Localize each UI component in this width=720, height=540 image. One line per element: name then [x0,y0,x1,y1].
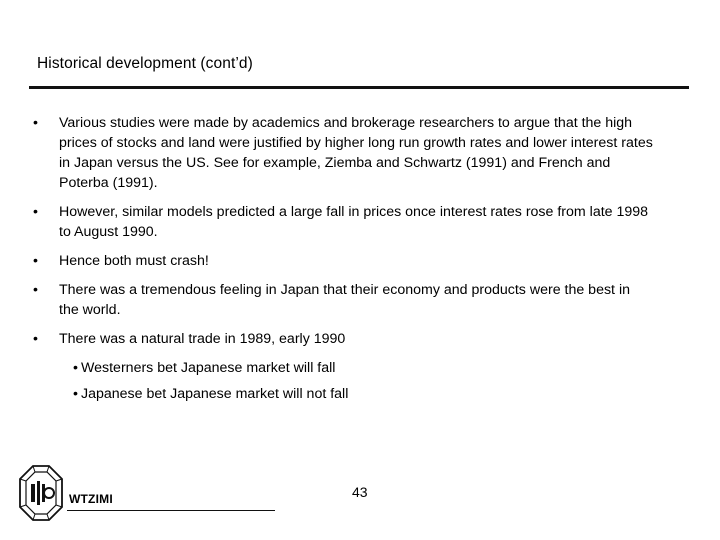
bullet-text: Hence both must crash! [59,253,209,269]
sub-bullet-list [33,358,653,404]
bullet-marker: • [33,204,38,220]
sub-bullet-marker: • [73,386,78,402]
bullet-marker: • [33,331,38,347]
bullet-text: Various studies were made by academics and brokerage researchers to argue that the high prices of stocks and land were justified by higher long run growth rates and lower interest rates in Japan versus the US. See for example, Ziemba and Schwartz (1991) and French and Poterba (1991). [59,115,653,191]
bullet-marker: • [33,282,38,298]
bullet-item [33,202,653,242]
bullet-item [33,251,653,271]
title-divider [29,86,689,89]
sub-bullet-item [33,384,653,404]
sub-bullet-marker: • [73,360,78,376]
page-number: 43 [352,484,368,500]
bullet-text: There was a tremendous feeling in Japan that their economy and products were the best in the world. [59,282,630,318]
footer-divider [67,510,275,511]
footer-brand: WTZIMI [69,492,113,506]
bullet-text: There was a natural trade in 1989, early 1990 [59,331,346,347]
bullet-item [33,113,653,193]
logo-icon [16,462,66,524]
bullet-list [33,113,653,410]
sub-bullet-item [33,358,653,378]
bullet-item [33,329,653,349]
sub-bullet-text: Westerners bet Japanese market will fall [81,360,336,376]
slide-title: Historical development (cont’d) [37,55,253,72]
bullet-marker: • [33,115,38,131]
bullet-item [33,280,653,320]
sub-bullet-text: Japanese bet Japanese market will not fall [81,386,349,402]
bullet-marker: • [33,253,38,269]
bullet-text: However, similar models predicted a large fall in prices once interest rates rose from late 1998 to August 1990. [59,204,649,240]
